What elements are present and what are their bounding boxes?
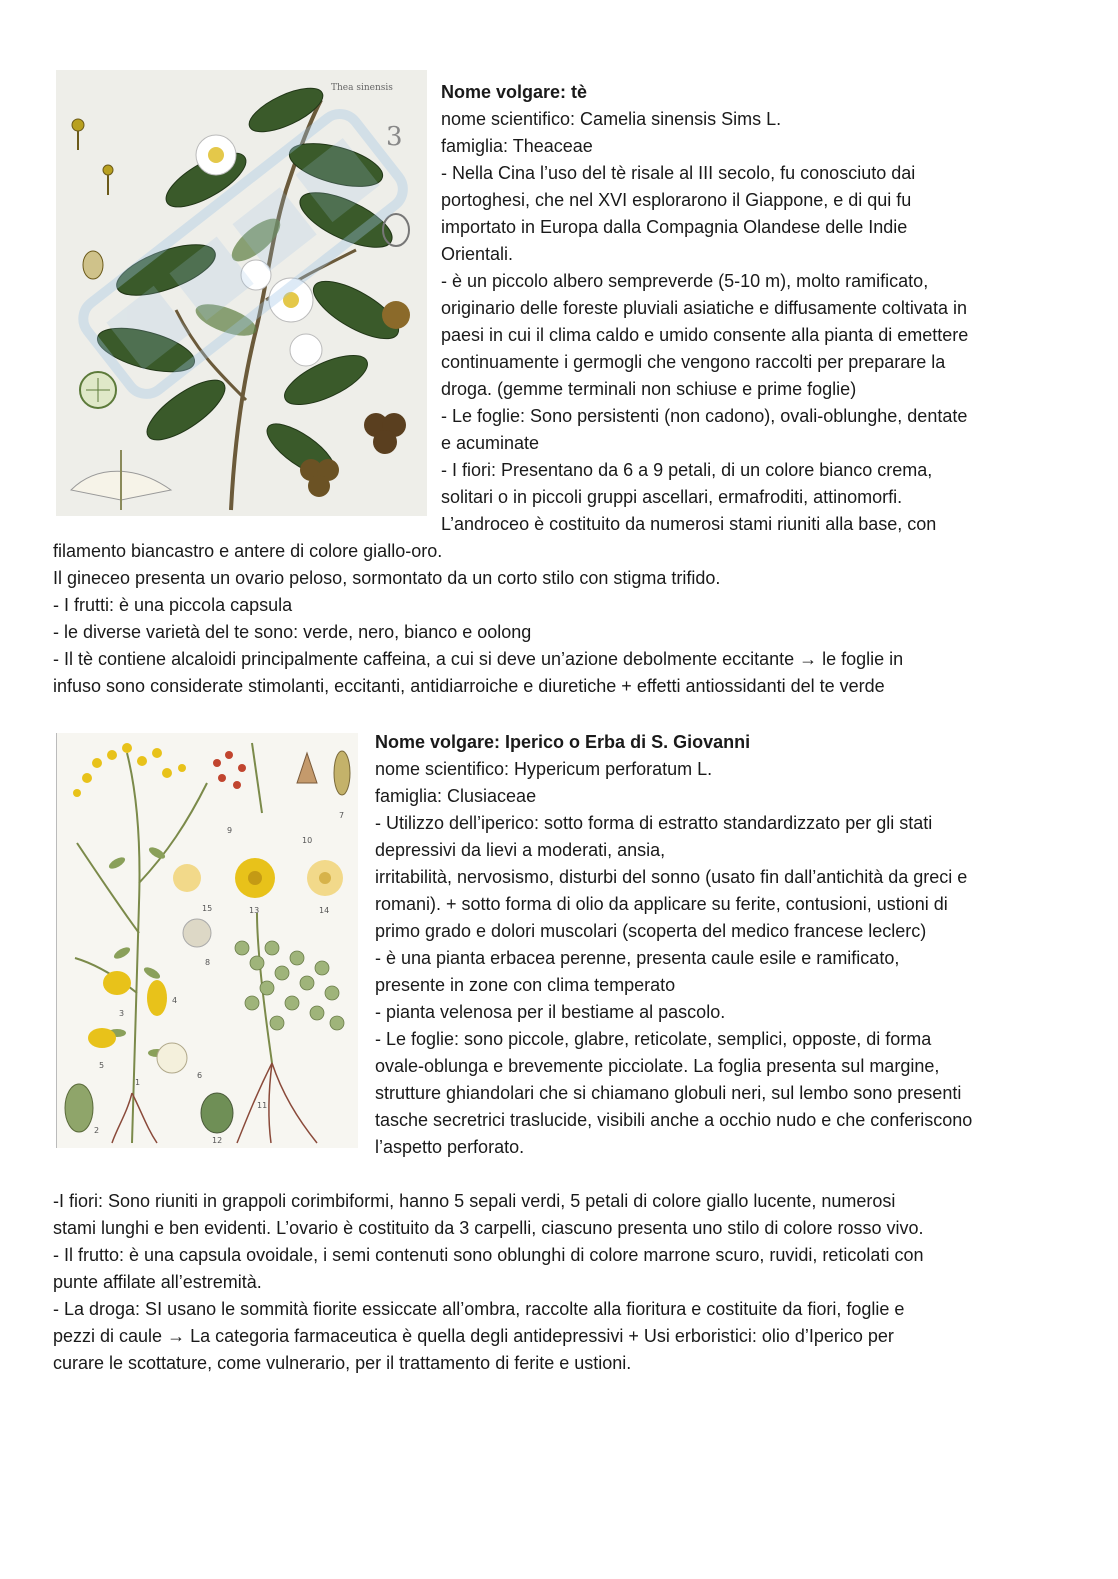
hyp-number-4: 4 [172, 996, 178, 1005]
tea-line: importato in Europa dalla Compagnia Olandese delle Indie [441, 217, 908, 237]
hyp-number-2: 2 [94, 1126, 100, 1135]
hypericum-line: - è una pianta erbacea perenne, presenta caule esile e ramificato, [375, 948, 900, 968]
hypericum-full-line: punte affilate all’estremità. [53, 1272, 262, 1292]
hypericum-plant-illustration [56, 733, 358, 1148]
tea-side-text [441, 79, 1081, 538]
hyp-number-12: 12 [212, 1136, 223, 1145]
tea-line: originario delle foreste pluviali asiatiche e diffusamente coltivata in [441, 298, 967, 318]
hypericum-full-line: -I fiori: Sono riuniti in grappoli corimbiformi, hanno 5 sepali verdi, 5 petali di colore giallo lucente, numerosi [53, 1191, 896, 1211]
hyp-number-6: 6 [197, 1071, 203, 1080]
tea-line: continuamente i germogli che vengono raccolti per preparare la [441, 352, 946, 372]
tea-plant-drawing [56, 70, 427, 516]
hypericum-full-line: stami lunghi e ben evidenti. L’ovario è costituito da 3 carpelli, ciascuno presenta uno stilo di colore rosso vivo. [53, 1218, 924, 1238]
hypericum-full-line: - La droga: SI usano le sommità fiorite essiccate all’ombra, raccolte alla fioritura e costituite da fiori, foglie e [53, 1299, 905, 1319]
hypericum-line: famiglia: Clusiaceae [375, 786, 537, 806]
tea-line: famiglia: Theaceae [441, 136, 593, 156]
tea-line: L’androceo è costituito da numerosi stami riuniti alla base, con [441, 514, 937, 534]
tea-line: portoghesi, che nel XVI esplorarono il Giappone, e di qui fu [441, 190, 912, 210]
hyp-number-9: 9 [227, 826, 233, 835]
hypericum-line: nome scientifico: Hypericum perforatum L. [375, 759, 713, 779]
hypericum-line: strutture ghiandolari che si chiamano globuli neri, sul lembo sono presenti [375, 1083, 962, 1103]
hypericum-line: depressivi da lievi a moderati, ansia, [375, 840, 666, 860]
tea-line: e acuminate [441, 433, 540, 453]
hyp-number-1: 1 [135, 1078, 141, 1087]
hypericum-line: irritabilità, nervosismo, disturbi del sonno (usato fin dall’antichità da greci e [375, 867, 968, 887]
hypericum-line: ovale-oblunga e brevemente picciolate. La foglia presenta sul margine, [375, 1056, 940, 1076]
hypericum-line: romani). + sotto forma di olio da applicare su ferite, contusioni, ustioni di [375, 894, 948, 914]
tea-full-text [53, 538, 1093, 700]
hypericum-line: - Utilizzo dell’iperico: sotto forma di estratto standardizzato per gli stati [375, 813, 933, 833]
tea-line: - I fiori: Presentano da 6 a 9 petali, di un colore bianco crema, [441, 460, 933, 480]
hypericum-full-line: curare le scottature, come vulnerario, per il trattamento di ferite e ustioni. [53, 1353, 632, 1373]
hypericum-full-text [53, 1188, 1093, 1377]
tea-line: nome scientifico: Camelia sinensis Sims L. [441, 109, 782, 129]
hypericum-line: presente in zone con clima temperato [375, 975, 676, 995]
tea-full-line: - I frutti: è una piccola capsula [53, 595, 293, 615]
tea-full-line: infuso sono considerate stimolanti, eccitanti, antidiarroiche e diuretiche + effetti antiossidanti del te verde [53, 676, 885, 696]
tea-full-line: Il gineceo presenta un ovario peloso, sormontato da un corto stilo con stigma trifido. [53, 568, 721, 588]
hypericum-line: l’aspetto perforato. [375, 1137, 525, 1157]
hypericum-heading: Nome volgare: Iperico o Erba di S. Giovanni [375, 732, 751, 752]
tea-caption: Thea sinensis [331, 83, 393, 93]
hyp-number-13: 13 [249, 906, 260, 915]
hyp-number-3: 3 [119, 1009, 125, 1018]
tea-line: paesi in cui il clima caldo e umido consente alla pianta di emettere [441, 325, 969, 345]
hypericum-full-line: - Il frutto: è una capsula ovoidale, i semi contenuti sono oblunghi di colore marrone scuro, ruvidi, reticolati con [53, 1245, 924, 1265]
hyp-number-10: 10 [302, 836, 313, 845]
tea-line: - Le foglie: Sono persistenti (non cadono), ovali-oblunghe, dentate [441, 406, 968, 426]
hypericum-line: tasche secretrici traslucide, visibili anche a occhio nudo e che conferiscono [375, 1110, 973, 1130]
tea-full-line: - Il tè contiene alcaloidi principalmente caffeina, a cui si deve un’azione debolmente eccitante → le foglie in [53, 649, 904, 669]
hypericum-side-text [375, 729, 1075, 1161]
tea-line: droga. (gemme terminali non schiuse e prime foglie) [441, 379, 857, 399]
tea-line: - Nella Cina l’uso del tè risale al III secolo, fu conosciuto dai [441, 163, 916, 183]
tea-full-line: filamento biancastro e antere di colore giallo-oro. [53, 541, 443, 561]
tea-plant-illustration [56, 70, 427, 516]
hyp-number-7: 7 [339, 811, 345, 820]
hypericum-line: - pianta velenosa per il bestiame al pascolo. [375, 1002, 726, 1022]
tea-heading: Nome volgare: tè [441, 82, 588, 102]
tea-line: solitari o in piccoli gruppi ascellari, ermafroditi, attinomorfi. [441, 487, 903, 507]
tea-full-line: - le diverse varietà del te sono: verde, nero, bianco e oolong [53, 622, 532, 642]
tea-flower-1 [196, 135, 236, 175]
hyp-number-5: 5 [99, 1061, 105, 1070]
hypericum-line: - Le foglie: sono piccole, glabre, reticolate, semplici, opposte, di forma [375, 1029, 932, 1049]
tea-line: Orientali. [441, 244, 514, 264]
hyp-number-15: 15 [202, 904, 213, 913]
hyp-number-11: 11 [257, 1101, 268, 1110]
hypericum-plant-drawing [57, 733, 358, 1148]
hypericum-full-line: pezzi di caule → La categoria farmaceutica è quella degli antidepressivi + Usi erboristici: olio d’Iperico per [53, 1326, 894, 1346]
tea-line: - è un piccolo albero sempreverde (5-10 m), molto ramificato, [441, 271, 929, 291]
hypericum-line: primo grado e dolori muscolari (scoperta del medico francese leclerc) [375, 921, 927, 941]
hyp-number-8: 8 [205, 958, 211, 967]
hyp-flower-large [235, 858, 275, 898]
figure-number-3: 3 [386, 122, 403, 152]
hyp-number-14: 14 [319, 906, 330, 915]
